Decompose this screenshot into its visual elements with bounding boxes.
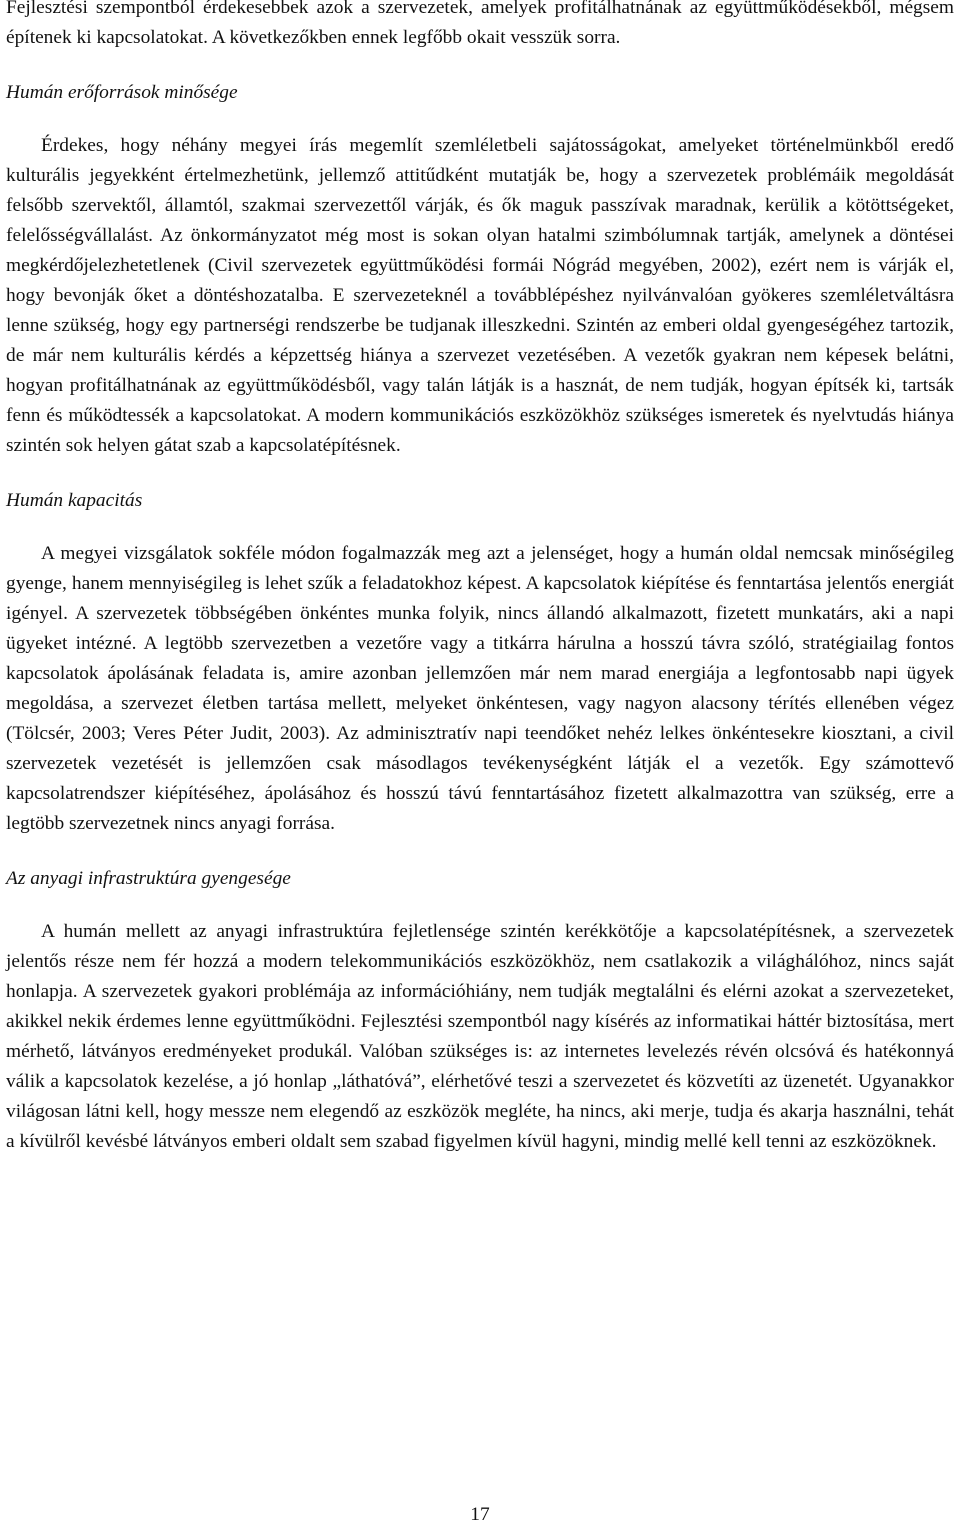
document-page <box>6 0 954 1157</box>
human-quality-paragraph: Érdekes, hogy néhány megyei írás megemlít szemléletbeli sajátosságokat, amelyeket történelmünkből eredő kulturális jegyekként értelmezhetünk, jellemző attitűdként mutatják be, hogy a szervezetek problémáik megoldását felsőbb szervektől, államtól, szakmai szervezettől várják, és ők maguk passzívak maradnak, kerülik a kötöttségeket, felelősségvállalást. Az önkormányzatot még most is sokan olyan hatalmi szimbólumnak tartják, amelynek a döntései megkérdőjelezhetetlenek (Civil szervezetek együttműködési formái Nógrád megyében, 2002), ezért nem is várják el, hogy bevonják őket a döntéshozatalba. E szervezeteknél a továbblépéshez nyilvánvalóan gyökeres szemléletváltásra lenne szükség, hogy egy partnerségi rendszerbe be tudjanak illeszkedni. Szintén az emberi oldal gyengeségéhez tartozik, de már nem kulturális kérdés a képzettség hiánya a szervezet vezetésében. A vezetők gyakran nem képesek belátni, hogyan profitálhatnának az együttműködésből, vagy talán látják is a hasznát, de nem tudják, hogyan építsék ki, tartsák fenn és működtessék a kapcsolatokat. A modern kommunikációs eszközökhöz szükséges ismeretek és nyelvtudás hiánya szintén sok helyen gátat szab a kapcsolatépítésnek. <box>6 135 954 456</box>
section-heading-human-quality: Humán erőforrások minősége <box>6 82 238 103</box>
infrastructure-paragraph: A humán mellett az anyagi infrastruktúra fejletlensége szintén kerékkötője a kapcsolatépítésnek, a szervezetek jelentős része nem fér hozzá a modern telekommunikációs eszközökhöz, nem csatlakozik a világhálóhoz, nincs saját honlapja. A szervezetek gyakori problémája az információhiány, nem tudják megtalálni és elérni azokat a szervezeteket, akikkel nekik érdemes lenne együttműködni. Fejlesztési szempontból nagy kísérés az informatikai háttér biztosítása, mert mérhető, látványos eredményeket produkál. Valóban szükséges is: az internetes levelezés révén olcsóvá és hatékonnyá válik a kapcsolatok kezelése, a jó honlap „láthatóvá”, elérhetővé teszi a szervezetet és közvetíti az üzenetét. Ugyanakkor világosan látni kell, hogy messze nem elegendő az eszközök megléte, ha nincs, aki merje, tudja és akarja használni, tehát a kívülről kevésbé látványos emberi oldalt sem szabad figyelmen kívül hagyni, mindig mellé kell tenni az eszközöknek. <box>6 921 954 1152</box>
human-capacity-paragraph: A megyei vizsgálatok sokféle módon fogalmazzák meg azt a jelenséget, hogy a humán oldal nemcsak minőségileg gyenge, hanem mennyiségileg is lehet szűk a feladatokhoz képest. A kapcsolatok kiépítése és fenntartása jelentős energiát igényel. A szervezetek többségében önkéntes munka folyik, nincs állandó alkalmazott, fizetett munkatárs, aki a napi ügyeket intézné. A legtöbb szervezetben a vezetőre vagy a titkárra hárulna a hosszú távra szóló, stratégiailag fontos kapcsolatok ápolásának feladata is, amire azonban jellemzően már nem marad energiája a legfontosabb napi ügyek megoldása, a szervezet életben tartása mellett, melyeket önkéntesen, vagy nagyon alacsony térítés ellenében végez (Tölcsér, 2003; Veres Péter Judit, 2003). Az adminisztratív napi teendőket nehéz lelkes önkéntesekre kiosztani, a civil szervezetek vezetését is jellemzően csak másodlagos tevékenységként látják el a vezetők. Egy számottevő kapcsolatrendszer kiépítéséhez, ápolásához és hosszú távú fenntartásához fizetett alkalmazottra van szükség, erre a legtöbb szervezetnek nincs anyagi forrása. <box>6 543 954 834</box>
section-heading-human-capacity: Humán kapacitás <box>6 490 143 511</box>
intro-paragraph: Fejlesztési szempontból érdekesebbek azok a szervezetek, amelyek profitálhatnának az együttműködésekből, mégsem építenek ki kapcsolatokat. A következőkben ennek legfőbb okait vesszük sorra. <box>6 0 954 48</box>
section-heading-infrastructure: Az anyagi infrastruktúra gyengesége <box>6 868 291 889</box>
page-number: 17 <box>470 1504 490 1525</box>
